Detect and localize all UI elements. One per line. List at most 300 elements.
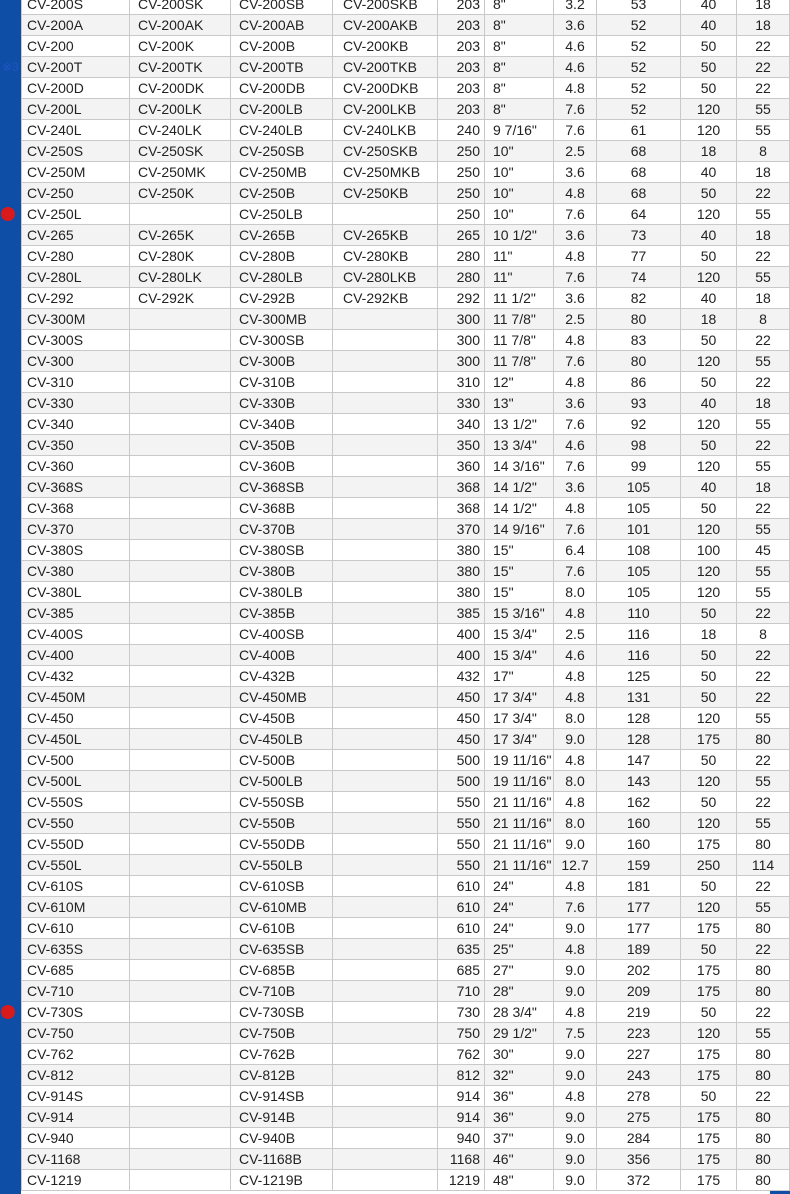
cell-model <box>22 498 130 519</box>
value-a-text: 9.0 <box>565 836 585 852</box>
spec-table-panel <box>2 0 775 1194</box>
table-row <box>22 1170 790 1191</box>
size-inch-text: 15 3/4" <box>493 626 537 642</box>
cell-value-b <box>597 0 681 15</box>
cell-model-k <box>130 204 231 225</box>
value-a-text: 4.8 <box>565 605 585 621</box>
model-text: CV-400S <box>27 626 84 642</box>
value-c-text: 120 <box>696 710 721 726</box>
cell-value-d <box>737 0 790 15</box>
cell-model-k <box>130 1023 231 1044</box>
cell-model-kb <box>333 414 438 435</box>
value-b-text: 189 <box>626 941 651 957</box>
cell-size-mm <box>438 351 485 372</box>
cell-model <box>22 15 130 36</box>
cell-value-c <box>681 15 737 36</box>
cell-value-a <box>554 1170 597 1191</box>
cell-model-kb <box>333 624 438 645</box>
value-a-text: 4.8 <box>565 689 585 705</box>
value-c-text: 175 <box>696 1151 721 1167</box>
cell-value-d <box>737 897 790 918</box>
model-text: CV-380 <box>27 563 74 579</box>
size-mm-text: 292 <box>456 290 480 306</box>
value-d-text: 55 <box>755 353 771 369</box>
value-a-text: 7.6 <box>565 353 585 369</box>
value-c-text: 18 <box>700 143 717 159</box>
value-b-text: 284 <box>626 1130 651 1146</box>
table-row <box>22 855 790 876</box>
value-b-text: 209 <box>626 983 651 999</box>
cell-value-d <box>737 57 790 78</box>
size-inch-text: 14 3/16" <box>493 458 545 474</box>
value-d-text: 55 <box>755 773 771 789</box>
cell-value-a <box>554 393 597 414</box>
cell-size-inch <box>485 687 554 708</box>
value-a-text: 12.7 <box>561 857 589 873</box>
cell-model <box>22 414 130 435</box>
cell-value-a <box>554 57 597 78</box>
size-mm-text: 500 <box>456 773 480 789</box>
cell-value-a <box>554 351 597 372</box>
cell-value-c <box>681 57 737 78</box>
cell-model-b <box>231 309 333 330</box>
cell-value-a <box>554 1086 597 1107</box>
table-row <box>22 960 790 981</box>
cell-value-c <box>681 1023 737 1044</box>
value-d-text: 55 <box>755 206 771 222</box>
cell-value-b <box>597 582 681 603</box>
value-a-text: 9.0 <box>565 1130 585 1146</box>
value-a-text: 3.6 <box>565 227 585 243</box>
value-c-text: 120 <box>696 584 721 600</box>
cell-model <box>22 435 130 456</box>
cell-value-d <box>737 855 790 876</box>
model-b-text: CV-385B <box>239 605 296 621</box>
value-d-text: 55 <box>755 122 771 138</box>
model-text: CV-940 <box>27 1130 74 1146</box>
size-mm-text: 1219 <box>448 1172 480 1188</box>
cell-model-b <box>231 645 333 666</box>
cell-value-c <box>681 813 737 834</box>
cell-value-d <box>737 1128 790 1149</box>
model-text: CV-200L <box>27 101 82 117</box>
cell-model <box>22 1086 130 1107</box>
cell-model-b <box>231 855 333 876</box>
value-b-text: 128 <box>626 731 651 747</box>
cell-value-b <box>597 1107 681 1128</box>
cell-value-d <box>737 372 790 393</box>
cell-model-b <box>231 120 333 141</box>
value-d-text: 55 <box>755 1025 771 1041</box>
cell-value-c <box>681 1149 737 1170</box>
value-d-text: 22 <box>755 185 771 201</box>
size-mm-text: 250 <box>456 143 480 159</box>
cell-size-mm <box>438 225 485 246</box>
cell-value-b <box>597 939 681 960</box>
value-a-text: 4.8 <box>565 941 585 957</box>
value-d-text: 80 <box>755 731 771 747</box>
size-inch-text: 10" <box>493 143 514 159</box>
model-b-text: CV-550DB <box>239 836 306 852</box>
cell-model-kb <box>333 477 438 498</box>
value-a-text: 9.0 <box>565 1151 585 1167</box>
cell-size-mm <box>438 834 485 855</box>
cell-value-c <box>681 0 737 15</box>
cell-value-d <box>737 582 790 603</box>
table-row <box>22 708 790 729</box>
cell-model-b <box>231 15 333 36</box>
value-c-text: 18 <box>700 311 717 327</box>
cell-model-kb <box>333 57 438 78</box>
table-row <box>22 498 790 519</box>
model-b-text: CV-450B <box>239 710 296 726</box>
size-inch-text: 15 3/16" <box>493 605 545 621</box>
value-b-text: 275 <box>626 1109 651 1125</box>
value-d-text: 8 <box>759 626 767 642</box>
size-mm-text: 940 <box>456 1130 480 1146</box>
value-d-text: 22 <box>755 668 771 684</box>
cell-model-k <box>130 792 231 813</box>
cell-value-a <box>554 813 597 834</box>
cell-model-k <box>130 729 231 750</box>
value-b-text: 160 <box>626 836 651 852</box>
cell-value-d <box>737 540 790 561</box>
cell-value-a <box>554 582 597 603</box>
cell-value-b <box>597 519 681 540</box>
model-b-text: CV-432B <box>239 668 296 684</box>
value-d-text: 22 <box>755 794 771 810</box>
cell-model-kb <box>333 792 438 813</box>
cell-size-inch <box>485 57 554 78</box>
table-row <box>22 414 790 435</box>
cell-model-k <box>130 78 231 99</box>
size-mm-text: 368 <box>456 500 480 516</box>
cell-value-b <box>597 834 681 855</box>
model-k-text: CV-200TK <box>138 59 203 75</box>
size-mm-text: 610 <box>456 920 480 936</box>
cell-value-b <box>597 372 681 393</box>
table-row <box>22 834 790 855</box>
cell-value-a <box>554 225 597 246</box>
model-b-text: CV-550SB <box>239 794 305 810</box>
cell-model-kb <box>333 435 438 456</box>
model-b-text: CV-750B <box>239 1025 296 1041</box>
cell-value-b <box>597 477 681 498</box>
cell-value-c <box>681 204 737 225</box>
model-text: CV-300 <box>27 353 74 369</box>
model-text: CV-240L <box>27 122 82 138</box>
cell-model <box>22 1002 130 1023</box>
cell-value-b <box>597 1170 681 1191</box>
cell-size-mm <box>438 1086 485 1107</box>
value-b-text: 223 <box>626 1025 651 1041</box>
cell-model <box>22 372 130 393</box>
cell-size-inch <box>485 477 554 498</box>
value-b-text: 143 <box>626 773 651 789</box>
model-text: CV-610M <box>27 899 86 915</box>
model-b-text: CV-450MB <box>239 689 307 705</box>
cell-size-inch <box>485 561 554 582</box>
value-b-text: 147 <box>626 752 651 768</box>
cell-value-a <box>554 729 597 750</box>
cell-value-d <box>737 204 790 225</box>
table-row <box>22 183 790 204</box>
value-a-text: 4.8 <box>565 500 585 516</box>
size-inch-text: 30" <box>493 1046 514 1062</box>
value-d-text: 22 <box>755 437 771 453</box>
cell-model-k <box>130 834 231 855</box>
model-text: CV-200 <box>27 38 74 54</box>
cell-model-k <box>130 351 231 372</box>
table-row <box>22 36 790 57</box>
cell-model-kb <box>333 981 438 1002</box>
size-mm-text: 360 <box>456 458 480 474</box>
cell-value-a <box>554 666 597 687</box>
cell-size-mm <box>438 309 485 330</box>
cell-size-mm <box>438 99 485 120</box>
cell-value-a <box>554 708 597 729</box>
cell-value-d <box>737 162 790 183</box>
size-mm-text: 280 <box>456 248 480 264</box>
cell-size-mm <box>438 1023 485 1044</box>
value-b-text: 116 <box>627 626 650 642</box>
cell-model-b <box>231 78 333 99</box>
size-inch-text: 19 11/16" <box>493 773 552 789</box>
value-d-text: 55 <box>755 815 771 831</box>
cell-value-a <box>554 456 597 477</box>
cell-model-kb <box>333 771 438 792</box>
cell-size-mm <box>438 1065 485 1086</box>
cell-value-d <box>737 603 790 624</box>
model-b-text: CV-400B <box>239 647 296 663</box>
cell-value-c <box>681 960 737 981</box>
model-text: CV-812 <box>27 1067 74 1083</box>
model-text: CV-610S <box>27 878 84 894</box>
size-mm-text: 380 <box>456 542 480 558</box>
value-b-text: 105 <box>626 563 651 579</box>
cell-value-d <box>737 351 790 372</box>
value-a-text: 4.6 <box>565 59 585 75</box>
cell-value-d <box>737 981 790 1002</box>
value-c-text: 120 <box>696 521 721 537</box>
cell-model-kb <box>333 78 438 99</box>
cell-size-inch <box>485 225 554 246</box>
size-inch-text: 10" <box>493 185 514 201</box>
value-c-text: 40 <box>700 479 717 495</box>
size-inch-text: 11 7/8" <box>493 311 536 327</box>
value-a-text: 2.5 <box>565 311 585 327</box>
value-a-text: 4.8 <box>565 794 585 810</box>
cell-value-c <box>681 183 737 204</box>
model-text: CV-350 <box>27 437 74 453</box>
cell-value-b <box>597 225 681 246</box>
model-text: CV-710 <box>27 983 74 999</box>
value-d-text: 22 <box>755 941 771 957</box>
cell-size-inch <box>485 372 554 393</box>
value-c-text: 50 <box>700 374 717 390</box>
cell-model-b <box>231 876 333 897</box>
model-kb-text: CV-200AKB <box>343 17 418 33</box>
size-mm-text: 340 <box>456 416 480 432</box>
cell-value-b <box>597 855 681 876</box>
size-mm-text: 635 <box>456 941 480 957</box>
size-inch-text: 11 7/8" <box>493 353 536 369</box>
cell-size-inch <box>485 876 554 897</box>
cell-value-d <box>737 813 790 834</box>
value-d-text: 22 <box>755 332 771 348</box>
model-text: CV-500 <box>27 752 74 768</box>
table-row <box>22 393 790 414</box>
cell-model <box>22 393 130 414</box>
value-d-text: 22 <box>755 1004 771 1020</box>
cell-size-inch <box>485 1086 554 1107</box>
cell-size-inch <box>485 78 554 99</box>
model-b-text: CV-450LB <box>239 731 303 747</box>
cell-value-a <box>554 204 597 225</box>
value-a-text: 8.0 <box>565 710 585 726</box>
cell-size-inch <box>485 120 554 141</box>
cell-model-b <box>231 456 333 477</box>
cell-size-inch <box>485 1065 554 1086</box>
cell-model-b <box>231 1023 333 1044</box>
value-c-text: 100 <box>696 542 721 558</box>
cell-model-kb <box>333 1044 438 1065</box>
cell-model-k <box>130 897 231 918</box>
table-row <box>22 561 790 582</box>
cell-model <box>22 456 130 477</box>
cell-value-a <box>554 246 597 267</box>
cell-model <box>22 246 130 267</box>
value-a-text: 4.6 <box>565 437 585 453</box>
value-b-text: 278 <box>626 1088 651 1104</box>
cell-size-inch <box>485 792 554 813</box>
cell-value-d <box>737 309 790 330</box>
value-d-text: 18 <box>755 227 771 243</box>
value-b-text: 219 <box>626 1004 651 1020</box>
value-c-text: 40 <box>700 290 717 306</box>
cell-size-mm <box>438 162 485 183</box>
model-b-text: CV-400SB <box>239 626 305 642</box>
cell-value-a <box>554 1044 597 1065</box>
cell-value-c <box>681 309 737 330</box>
cell-value-d <box>737 225 790 246</box>
table-row <box>22 267 790 288</box>
cell-value-d <box>737 792 790 813</box>
cell-size-mm <box>438 1044 485 1065</box>
cell-value-c <box>681 1044 737 1065</box>
cell-value-b <box>597 1023 681 1044</box>
cell-value-b <box>597 120 681 141</box>
cell-size-mm <box>438 540 485 561</box>
cell-value-c <box>681 99 737 120</box>
model-kb-text: CV-250MKB <box>343 164 421 180</box>
size-mm-text: 610 <box>456 899 480 915</box>
value-a-text: 4.8 <box>565 668 585 684</box>
model-text: CV-750 <box>27 1025 74 1041</box>
model-k-text: CV-280LK <box>138 269 202 285</box>
cell-value-d <box>737 99 790 120</box>
value-c-text: 50 <box>700 1088 717 1104</box>
cell-value-b <box>597 645 681 666</box>
table-row <box>22 645 790 666</box>
cell-value-b <box>597 141 681 162</box>
table-row <box>22 540 790 561</box>
cell-model-b <box>231 36 333 57</box>
table-row <box>22 729 790 750</box>
model-text: CV-450 <box>27 710 74 726</box>
cell-model-b <box>231 393 333 414</box>
value-b-text: 105 <box>626 500 651 516</box>
cell-value-b <box>597 813 681 834</box>
value-d-text: 55 <box>755 458 771 474</box>
cell-model-k <box>130 288 231 309</box>
cell-model-b <box>231 750 333 771</box>
value-c-text: 40 <box>700 0 717 12</box>
value-c-text: 120 <box>696 773 721 789</box>
cell-value-d <box>737 414 790 435</box>
cell-model-kb <box>333 15 438 36</box>
cell-value-c <box>681 78 737 99</box>
model-k-text: CV-200DK <box>138 80 205 96</box>
value-a-text: 7.6 <box>565 563 585 579</box>
value-b-text: 52 <box>630 38 647 54</box>
value-d-text: 80 <box>755 1172 771 1188</box>
size-inch-text: 21 11/16" <box>493 794 552 810</box>
size-mm-text: 310 <box>456 374 480 390</box>
value-b-text: 52 <box>630 17 647 33</box>
cell-value-c <box>681 876 737 897</box>
cell-size-inch <box>485 288 554 309</box>
cell-model-k <box>130 771 231 792</box>
size-inch-text: 48" <box>493 1172 514 1188</box>
cell-model <box>22 477 130 498</box>
value-b-text: 61 <box>630 122 647 138</box>
cell-size-inch <box>485 519 554 540</box>
table-row <box>22 666 790 687</box>
model-b-text: CV-730SB <box>239 1004 305 1020</box>
cell-size-mm <box>438 687 485 708</box>
size-mm-text: 914 <box>456 1109 480 1125</box>
model-b-text: CV-280LB <box>239 269 303 285</box>
new-badge-icon <box>1 1005 15 1019</box>
model-k-text: CV-200SK <box>138 0 204 12</box>
size-inch-text: 24" <box>493 899 514 915</box>
cell-model-kb <box>333 372 438 393</box>
value-b-text: 52 <box>630 59 647 75</box>
cell-size-inch <box>485 162 554 183</box>
model-kb-text: CV-265KB <box>343 227 409 243</box>
size-mm-text: 203 <box>456 38 480 54</box>
value-b-text: 125 <box>626 668 651 684</box>
cell-model-k <box>130 876 231 897</box>
value-b-text: 80 <box>630 353 647 369</box>
cell-model-k <box>130 666 231 687</box>
cell-model-k <box>130 99 231 120</box>
model-b-text: CV-914SB <box>239 1088 305 1104</box>
cell-model-k <box>130 1170 231 1191</box>
size-mm-text: 380 <box>456 584 480 600</box>
size-mm-text: 550 <box>456 794 480 810</box>
cell-value-a <box>554 687 597 708</box>
cell-value-d <box>737 645 790 666</box>
model-kb-text: CV-200TKB <box>343 59 417 75</box>
value-a-text: 3.6 <box>565 395 585 411</box>
cell-model-b <box>231 603 333 624</box>
cell-model-b <box>231 477 333 498</box>
size-inch-text: 13 1/2" <box>493 416 537 432</box>
size-inch-text: 28 3/4" <box>493 1004 537 1020</box>
cell-model-b <box>231 561 333 582</box>
